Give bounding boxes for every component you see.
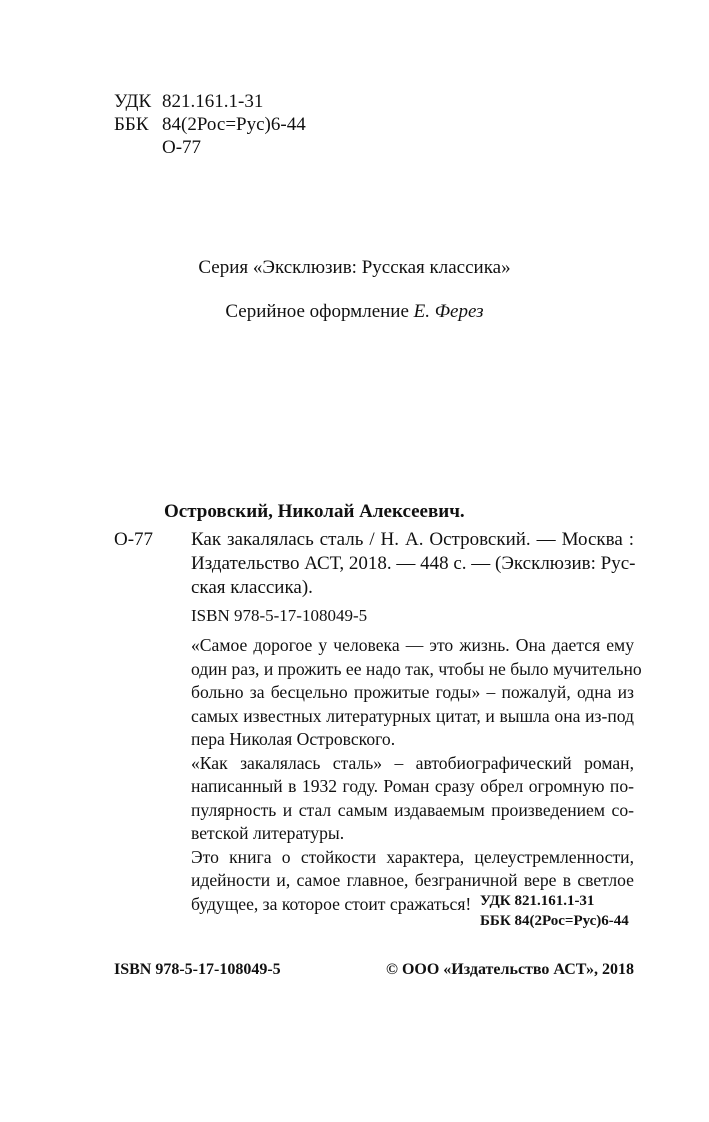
annotation-line: один раз, и прожить ее надо так, чтобы не было мучительно	[191, 658, 642, 679]
annotation-paragraph	[191, 634, 642, 752]
bib-code: О-77	[114, 529, 154, 550]
bib-desc-line: Издательство АСТ, 2018. — 448 с. — (Эксклюзив: Рус-	[191, 553, 636, 574]
annotation-line: самых известных литературных цитат, и вышла она из-под	[191, 705, 634, 726]
footer-isbn: ISBN 978-5-17-108049-5	[114, 961, 281, 978]
udk-label: УДК	[114, 91, 152, 112]
bbk-bottom: ББК 84(2Рос=Рус)6-44	[480, 913, 629, 929]
udk-bottom: УДК 821.161.1-31	[480, 893, 595, 909]
bib-author: Островский, Николай Алексеевич.	[164, 501, 465, 522]
annotation-line: ветской литературы.	[191, 823, 345, 843]
bib-isbn: ISBN 978-5-17-108049-5	[191, 606, 368, 625]
design-credit	[0, 300, 709, 324]
annotation-line: написанный в 1932 году. Роман сразу обрел огромную по-	[191, 776, 634, 796]
bbk-label: ББК	[114, 114, 149, 135]
design-credit-prefix: Серийное оформление	[225, 301, 409, 322]
annotation-line: «Как закалялась сталь» – автобиографический роман,	[191, 752, 634, 773]
catalog-codes-bottom	[480, 891, 634, 931]
author-mark: О-77	[162, 137, 202, 158]
annotation-line: идейности и, самое главное, безграничной вере в светлое	[191, 870, 634, 890]
bbk-value: 84(2Рос=Рус)6-44	[162, 114, 306, 135]
annotation-line: Это книга о стойкости характера, целеустремленности,	[191, 846, 634, 867]
bib-desc-line: Как закалялась сталь / Н. А. Островский. — Москва :	[191, 529, 634, 550]
annotation	[191, 634, 642, 916]
annotation-line: пера Николая Островского.	[191, 729, 396, 749]
annotation-line: «Самое дорогое у человека — это жизнь. Она дается ему	[191, 635, 634, 655]
footer-copyright: © ООО «Издательство АСТ», 2018	[385, 961, 634, 978]
bbk-row	[114, 113, 306, 136]
author-mark-row	[114, 136, 306, 159]
annotation-line: больно за бесцельно прожитые годы» – пожалуй, одна из	[191, 682, 634, 702]
catalog-codes-top	[114, 90, 306, 159]
annotation-line: пулярность и стал самым издаваемым произведением со-	[191, 799, 634, 820]
udk-value: 821.161.1-31	[162, 91, 264, 112]
annotation-line: будущее, за которое стоит сражаться!	[191, 893, 472, 914]
bib-desc-line: ская классика).	[191, 577, 313, 598]
bib-description	[191, 528, 634, 600]
series-line: Серия «Эксклюзив: Русская классика»	[198, 257, 511, 278]
annotation-paragraph	[191, 752, 634, 846]
udk-row	[114, 90, 306, 113]
designer-name: Е. Ферез	[413, 301, 484, 322]
